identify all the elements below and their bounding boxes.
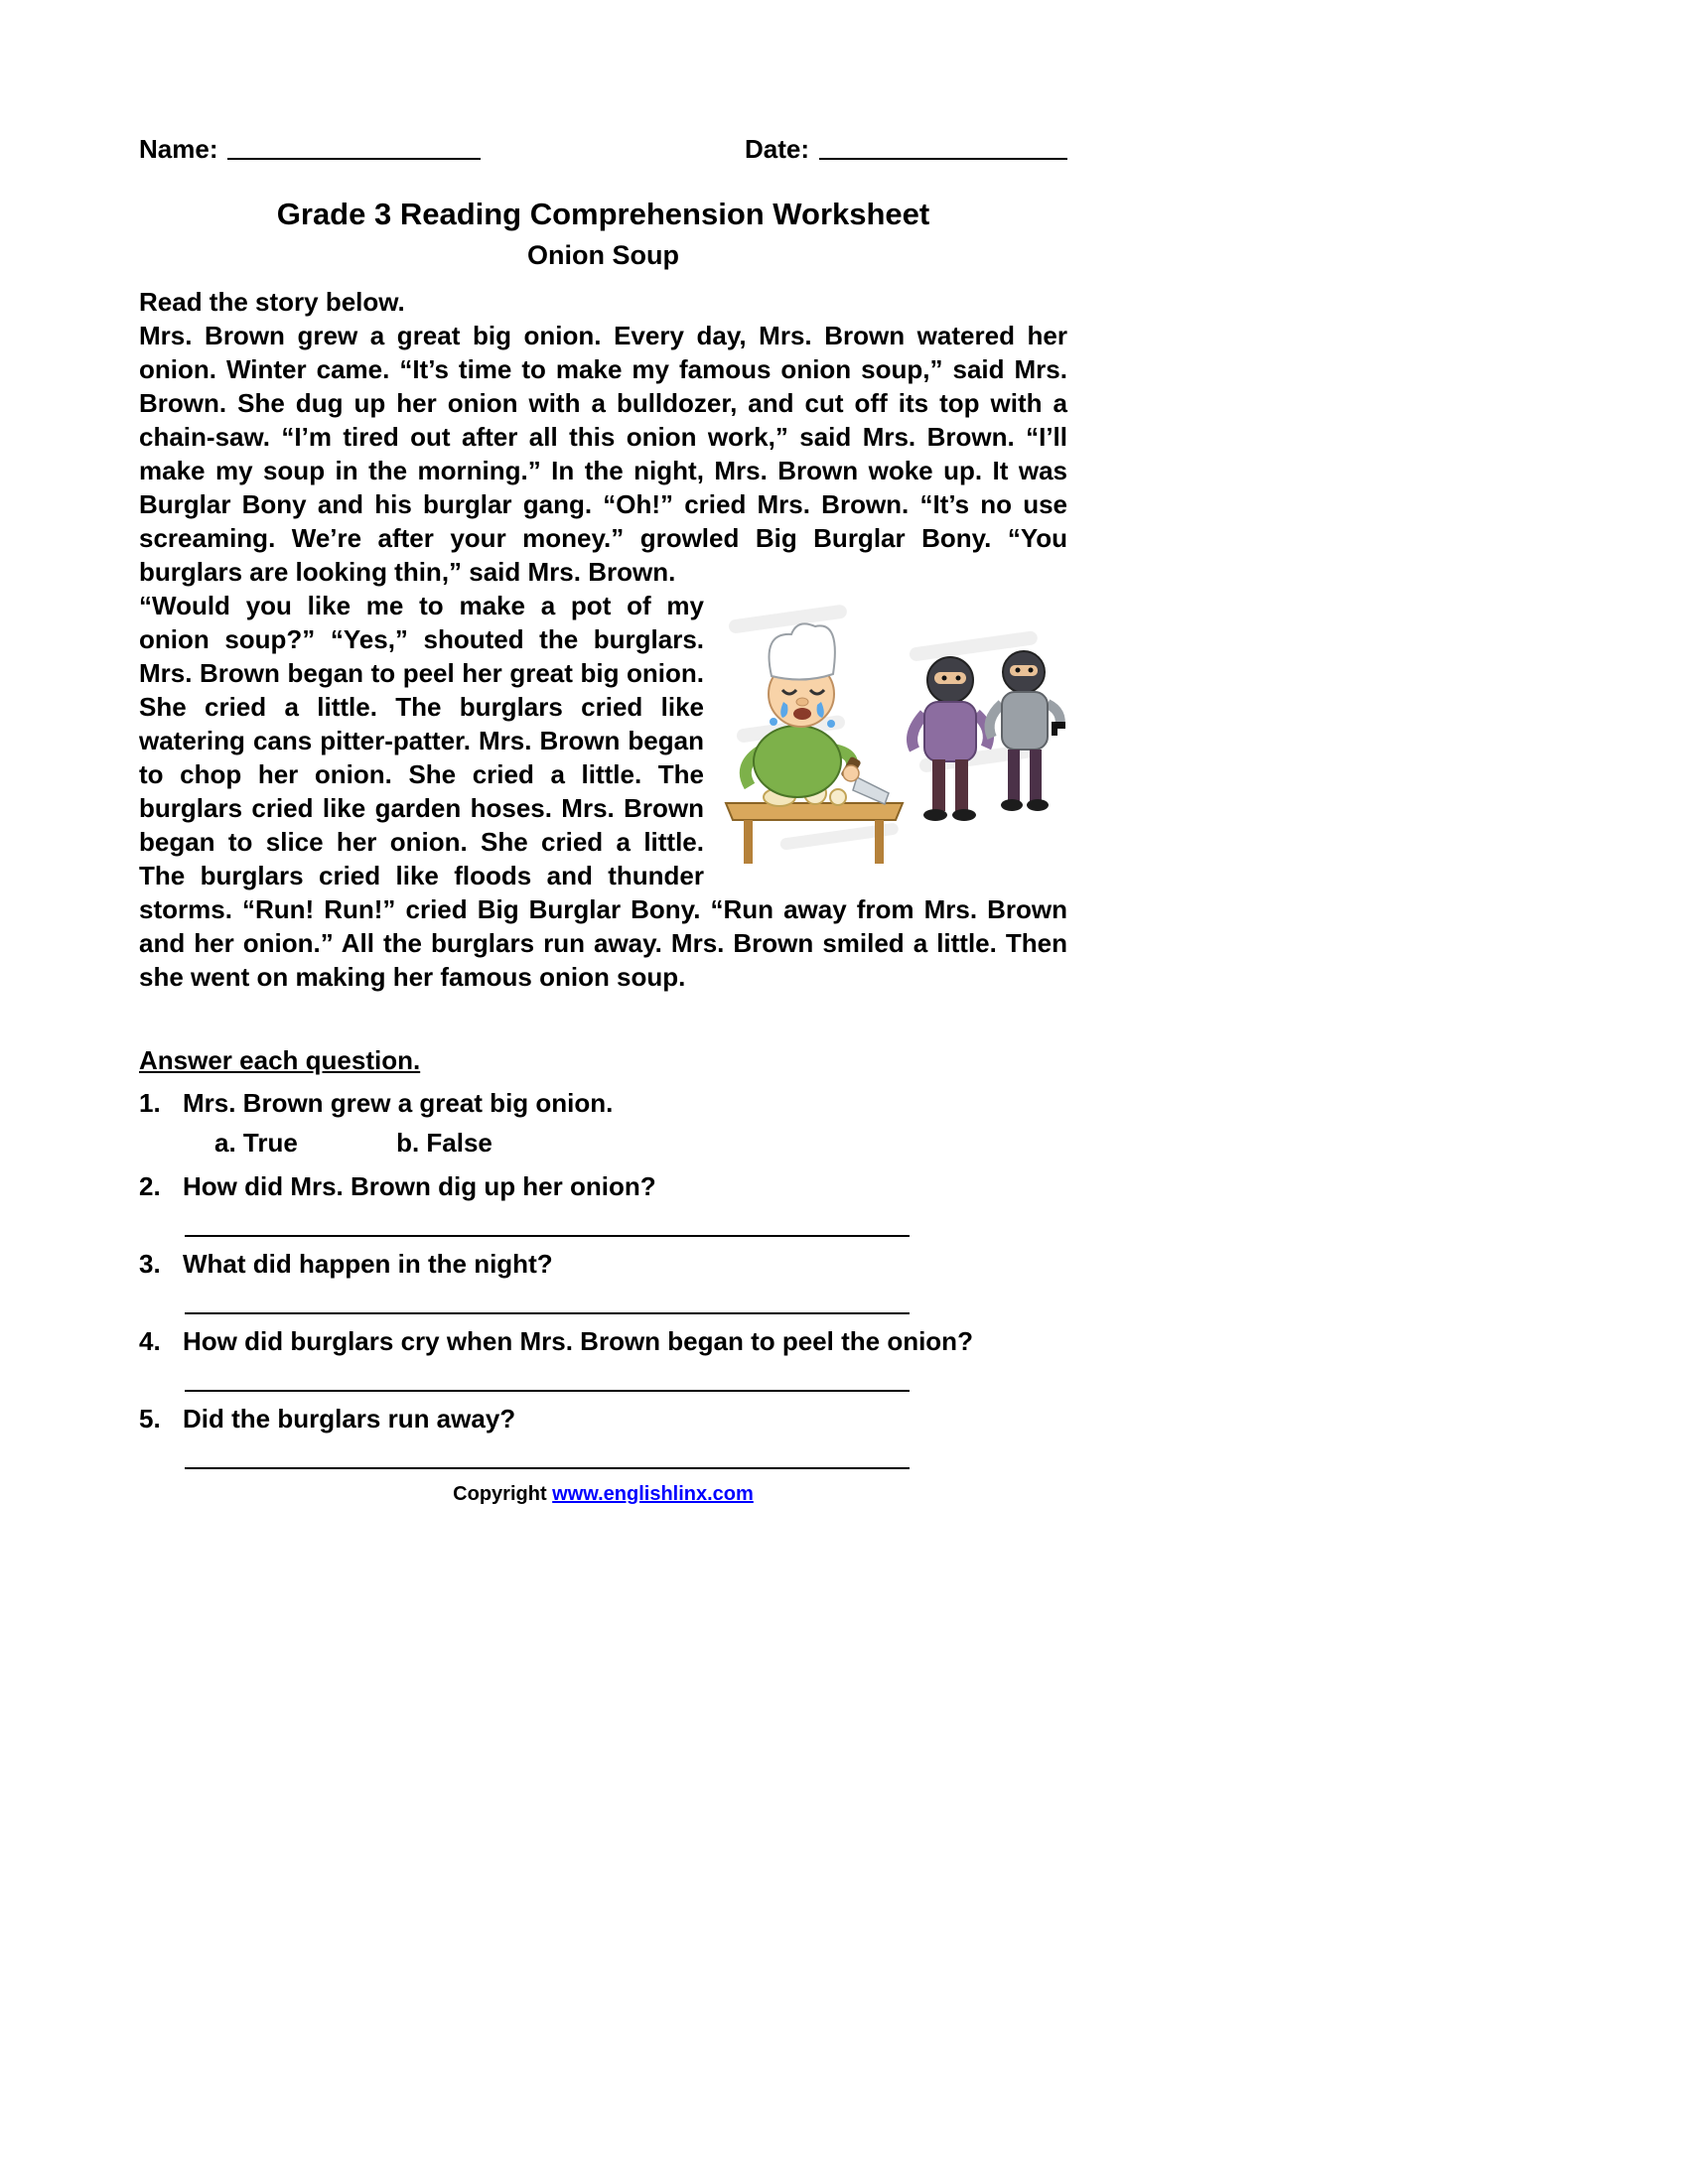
question-4 (139, 1324, 1067, 1358)
answer-line-3 (185, 1310, 910, 1314)
answer-line-2 (185, 1233, 910, 1237)
englishlinx-link[interactable]: www.englishlinx.com (552, 1483, 754, 1505)
option-false: b. False (396, 1128, 492, 1158)
question-5-number: 5. (139, 1404, 161, 1433)
copyright-label: Copyright (453, 1483, 553, 1505)
name-label: Name: (139, 134, 218, 164)
question-2 (139, 1169, 1067, 1203)
story-paragraph-1: Mrs. Brown grew a great big onion. Every day, Mrs. Brown watered her onion. Winter came. “It’s time to make my famous onion soup,” said Mrs. Brown. She dug up her onion with a bulldozer, and cut off its top with a chain-saw. “I’m tired out after all this onion work,” said Mrs. Brown. “I’ll make my soup in the morning.” In the night, Mrs. Brown woke up. It was Burglar Bony and his burglar gang. “Oh!” cried Mrs. Brown. “It’s no use screaming. We’re after your money.” growled Big Burglar Bony. “You burglars are looking thin,” said Mrs. Brown. (139, 321, 1067, 587)
question-1-number: 1. (139, 1088, 161, 1118)
story-paragraph-2-text: “Would you like me to make a pot of my onion soup?” “Yes,” shouted the burglars. Mrs. Brown began to peel her great big onion. She cried a little. The burglars cried like watering cans pitter-patter. Mrs. Brown began to chop her onion. She cried a little. The burglars cried like garden hoses. Mrs. Brown began to slice her onion. She cried a little. The burglars cried like floods and thunder storms. “Run! Run!” cried Big Burglar Bony. “Run away from Mrs. Brown and her onion.” All the burglars run away. Mrs. Brown smiled a little. Then she went on making her famous onion soup. (139, 591, 1067, 992)
date-field (745, 134, 1067, 165)
question-5-text: Did the burglars run away? (183, 1404, 516, 1433)
chef-figure (726, 623, 903, 864)
question-4-number: 4. (139, 1326, 161, 1356)
burglar-figures (913, 651, 1065, 821)
question-3-number: 3. (139, 1249, 161, 1279)
question-1-options (214, 1126, 1067, 1160)
date-blank-line (819, 136, 1067, 160)
question-1 (139, 1086, 1067, 1120)
onion-soup-illustration (720, 591, 1067, 871)
burglar-2 (990, 651, 1065, 811)
answer-line-5 (185, 1465, 910, 1469)
read-instruction: Read the story below. (139, 287, 405, 317)
story-paragraph-2 (139, 589, 1067, 994)
question-1-text: Mrs. Brown grew a great big onion. (183, 1088, 614, 1118)
question-5 (139, 1402, 1067, 1435)
option-true: a. True (214, 1128, 298, 1158)
question-2-number: 2. (139, 1171, 161, 1201)
question-3 (139, 1247, 1067, 1281)
page-subtitle: Onion Soup (527, 240, 679, 270)
questions-heading: Answer each question. (139, 1045, 421, 1075)
illustration-svg (720, 591, 1067, 871)
question-2-text: How did Mrs. Brown dig up her onion? (183, 1171, 656, 1201)
page-title: Grade 3 Reading Comprehension Worksheet (276, 197, 930, 231)
burglar-1 (913, 657, 989, 821)
name-date-row (139, 134, 1067, 165)
question-3-text: What did happen in the night? (183, 1249, 553, 1279)
question-4-text: How did burglars cry when Mrs. Brown began to peel the onion? (183, 1326, 973, 1356)
name-field (139, 134, 481, 165)
date-label: Date: (744, 134, 809, 164)
name-blank-line (227, 136, 481, 160)
answer-line-4 (185, 1388, 910, 1392)
footer (139, 1483, 1067, 1506)
